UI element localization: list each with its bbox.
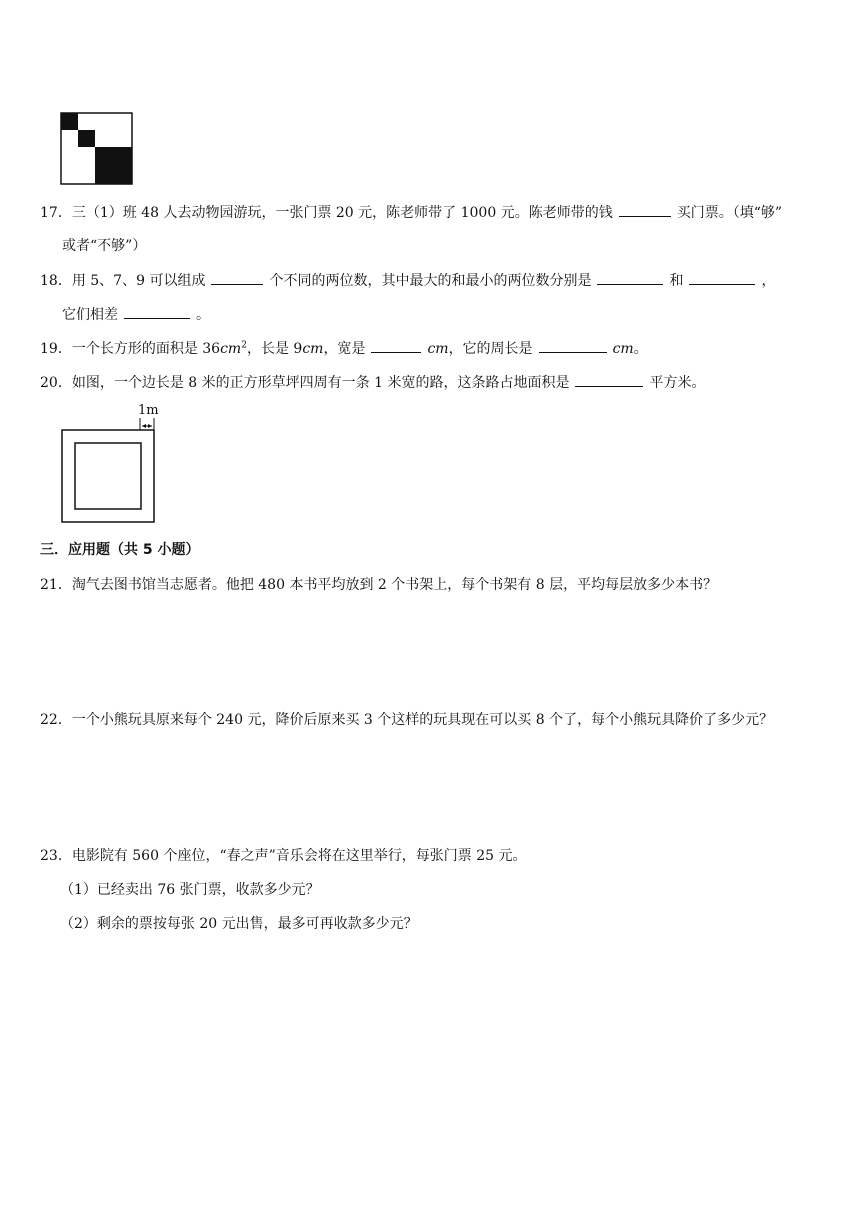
question-number: 17． — [40, 205, 72, 221]
question-23-part-2: （2）剩余的票按每张 20 元出售，最多可再收款多少元？ — [60, 916, 418, 932]
answer-blank[interactable] — [124, 304, 190, 319]
question-number: 18． — [40, 273, 72, 289]
question-18-cont: 它们相差 。 — [62, 304, 210, 325]
question-number: 21． — [40, 577, 72, 593]
answer-blank[interactable] — [597, 270, 663, 285]
question-number: 19． — [40, 341, 72, 357]
question-22: 22．一个小熊玩具原来每个 240 元，降价后原来买 3 个这样的玩具现在可以买 8 个了，每个小熊玩具降价了多少元？ — [40, 712, 774, 728]
answer-blank[interactable] — [539, 338, 607, 353]
question-number: 23． — [40, 848, 72, 864]
question-17-cont: 或者“不够”） — [62, 238, 147, 254]
answer-blank[interactable] — [211, 270, 263, 285]
answer-blank[interactable] — [575, 372, 643, 387]
answer-blank[interactable] — [689, 270, 755, 285]
question-23: 23．电影院有 560 个座位，“春之声”音乐会将在这里举行，每张门票 25 元。 — [40, 848, 527, 864]
question-17: 17．三（1）班 48 人去动物园游玩，一张门票 20 元，陈老师带了 1000 元。陈老师带的钱 买门票。（填“够” — [40, 202, 782, 223]
dimension-label: 1m — [138, 403, 159, 418]
square-path-figure — [58, 398, 168, 528]
question-19: 19．一个长方形的面积是 $36cm^2$，长是 9cm，宽是 cm，它的周长是 cm。 — [40, 338, 648, 359]
answer-blank[interactable] — [371, 338, 421, 353]
question-18: 18．用 5、7、9 可以组成 个不同的两位数，其中最大的和最小的两位数分别是 和 ， — [40, 270, 775, 291]
question-20: 20．如图，一个边长是 8 米的正方形草坪四周有一条 1 米宽的路，这条路占地面积是 平方米。 — [40, 372, 705, 393]
question-21: 21．淘气去图书馆当志愿者。他把 480 本书平均放到 2 个书架上，每个书架有 8 层，平均每层放多少本书？ — [40, 577, 718, 593]
section-heading: 三．应用题（共 5 小题） — [40, 542, 200, 558]
answer-blank[interactable] — [619, 202, 671, 217]
question-number: 22． — [40, 712, 72, 728]
staircase-figure — [60, 112, 134, 186]
question-23-part-1: （1）已经卖出 76 张门票，收款多少元？ — [60, 882, 320, 898]
question-number: 20． — [40, 375, 72, 391]
